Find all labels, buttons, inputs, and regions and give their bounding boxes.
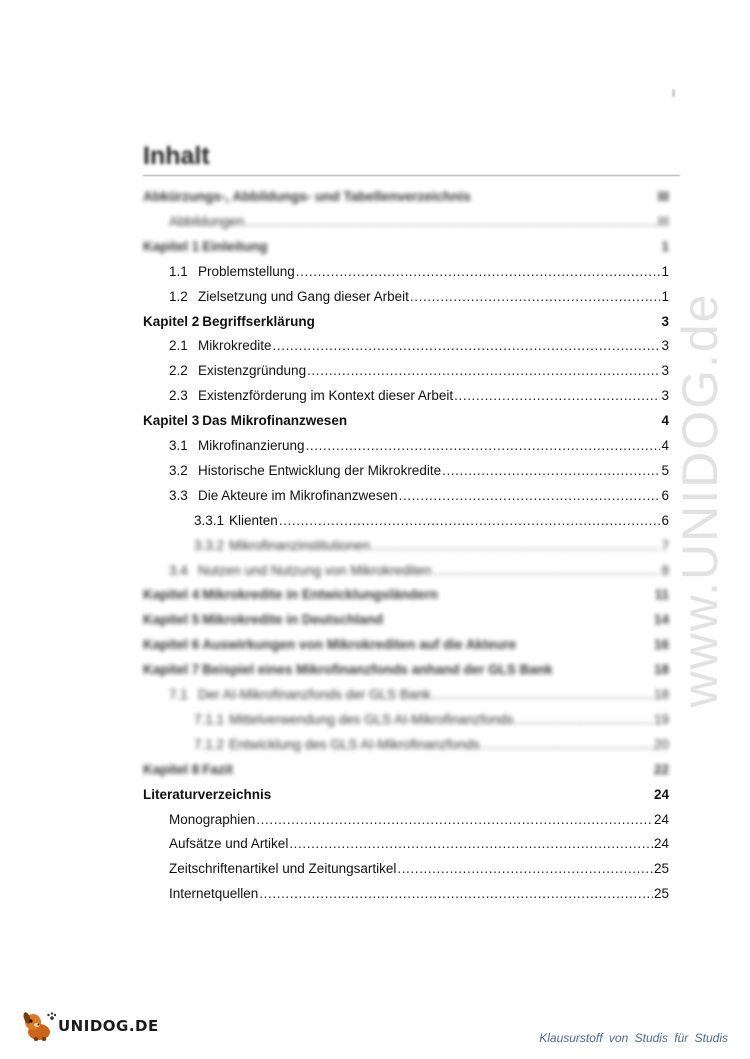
toc-entry-label: Einleitung <box>202 238 268 254</box>
toc-entry <box>194 711 669 729</box>
toc-entry-number: 2.3 <box>169 388 188 404</box>
toc-entry <box>169 686 669 704</box>
toc-leader-dots <box>256 811 653 829</box>
toc-entry-label: Begriffserklärung <box>202 313 315 329</box>
toc-entry-label: Problemstellung <box>198 263 295 279</box>
toc-entry-label: Abkürzungs-, Abbildungs- und Tabellenverzeichnis <box>143 189 471 204</box>
toc-entry-page: 3 <box>661 388 669 404</box>
toc-entry <box>169 263 669 281</box>
toc-entry-number: 1.1 <box>169 263 188 279</box>
toc-entry-label: Internetquellen <box>169 886 259 902</box>
toc-leader-dots <box>296 263 661 281</box>
toc-entry <box>169 885 669 903</box>
toc-entry-page: 24 <box>653 786 669 802</box>
toc-entry-page: 14 <box>653 612 669 628</box>
page-number: I <box>672 88 676 100</box>
toc-entry <box>169 835 669 853</box>
toc-entry-page: 6 <box>661 487 669 503</box>
toc-entry-page: III <box>657 213 669 229</box>
toc-entry <box>143 188 669 206</box>
toc-entry-label: Entwicklung des GLS AI-Mikrofinanzfonds <box>229 736 480 752</box>
toc-entry <box>143 661 669 679</box>
toc-entry-number: Kapitel 5 <box>143 612 200 628</box>
logo-text: UNIDOG.DE <box>58 1017 159 1035</box>
toc-entry-page: 16 <box>653 637 669 653</box>
dog-mascot-icon <box>22 1010 56 1042</box>
toc-entry-page: 4 <box>661 413 669 429</box>
toc-entry-number: Kapitel 6 <box>143 637 200 653</box>
toc-leader-dots <box>306 437 661 455</box>
toc-entry-label: Existenzförderung im Kontext dieser Arbeit <box>198 388 454 404</box>
toc-entry-label: Abbildungen <box>169 213 245 229</box>
toc-entry-number: 7.1 <box>169 687 188 702</box>
toc-entry-label: Beispiel eines Mikrofinanzfonds anhand der GLS Bank <box>202 662 553 678</box>
toc-entry-number: 2.1 <box>169 338 188 354</box>
toc-entry-label: Aufsätze und Artikel <box>169 836 289 852</box>
toc-entry-label: Mikrofinanzierung <box>198 438 305 453</box>
toc-entry-page: 5 <box>661 462 669 478</box>
toc-entry-number: 7.1.1 <box>194 711 225 727</box>
toc-entry-number: Kapitel 3 <box>143 413 200 429</box>
toc-entry-page: 24 <box>653 811 669 827</box>
toc-entry <box>143 586 669 604</box>
toc-entry-label: Nutzen und Nutzung von Mikrokrediten <box>198 562 432 578</box>
toc-entry-number: 3.3.1 <box>194 512 225 528</box>
toc-entry-number: 3.3.2 <box>194 537 225 553</box>
toc-entry-number: 2.2 <box>169 363 188 379</box>
toc-entry <box>169 811 669 829</box>
toc-entry-label: Der AI-Mikrofinanzfonds der GLS Bank <box>198 687 431 702</box>
toc-entry-number: Kapitel 4 <box>143 587 200 603</box>
toc-entry <box>143 412 669 430</box>
toc-leader-dots <box>245 213 657 231</box>
toc-entry-page: 3 <box>661 338 669 354</box>
toc-entry-page: 25 <box>653 886 669 902</box>
toc-entry <box>194 736 669 754</box>
toc-entry-label: Fazit <box>202 761 234 777</box>
toc-entry-label: Die Akteure im Mikrofinanzwesen <box>198 487 398 503</box>
toc-entry-page: 1 <box>661 238 669 254</box>
toc-leader-dots <box>454 387 660 405</box>
toc-entry-label: Monographien <box>169 811 256 827</box>
toc-entry-label: Mikrokredite <box>198 338 272 354</box>
toc-entry-label: Das Mikrofinanzwesen <box>202 413 348 429</box>
toc-entry-page: 6 <box>661 512 669 528</box>
toc-leader-dots <box>481 736 653 754</box>
toc-leader-dots <box>432 686 653 704</box>
toc-entry-page: 25 <box>653 861 669 877</box>
toc-entry-label: Zeitschriftenartikel und Zeitungsartikel <box>169 861 397 877</box>
toc-entry-page: 22 <box>653 761 669 777</box>
toc-entry-label: Mikrofinanzinstitutionen <box>229 537 371 553</box>
footer-tagline: Klausurstoff von Studis für Studis <box>539 1031 728 1045</box>
toc-entry <box>169 487 669 505</box>
toc-entry-number: Kapitel 7 <box>143 662 200 678</box>
toc-entry-page: 11 <box>654 587 669 603</box>
toc-entry-label: Mikrokredite in Deutschland <box>202 612 384 628</box>
toc-entry <box>169 362 669 380</box>
toc-entry <box>194 537 669 555</box>
toc-leader-dots <box>259 885 653 903</box>
toc-leader-dots <box>399 487 661 505</box>
toc-leader-dots <box>273 337 661 355</box>
toc-leader-dots <box>307 362 660 380</box>
toc-entry <box>143 636 669 654</box>
toc-leader-dots <box>514 711 653 729</box>
toc-entry-label: Mittelverwendung des GLS AI-Mikrofinanzfonds <box>229 711 514 727</box>
toc-entry-page: III <box>657 189 669 204</box>
toc-entry-page: 18 <box>653 662 669 678</box>
toc-entry-page: 24 <box>653 836 669 852</box>
toc-entry-number: 1.2 <box>169 288 188 304</box>
toc-entry <box>169 288 669 306</box>
toc-entry-page: 3 <box>661 363 669 379</box>
toc-entry <box>169 562 669 580</box>
toc-leader-dots <box>279 512 661 530</box>
toc-entry <box>143 238 669 256</box>
toc-entry-label: Mikrokredite in Entwicklungsländern <box>202 587 438 603</box>
toc-entry-page: 19 <box>653 711 669 727</box>
toc-entry <box>169 213 669 231</box>
toc-leader-dots <box>397 860 653 878</box>
toc-entry <box>169 462 669 480</box>
toc-entry <box>194 512 669 530</box>
unidog-logo <box>22 1010 159 1042</box>
toc-entry <box>143 761 669 779</box>
toc-entry <box>169 387 669 405</box>
toc-entry-page: 3 <box>661 313 669 329</box>
page-title: Inhalt <box>143 142 210 170</box>
toc-leader-dots <box>432 562 660 580</box>
toc-entry-page: 1 <box>661 288 669 304</box>
toc-entry-number: 3.2 <box>169 462 188 478</box>
toc-entry <box>169 337 669 355</box>
toc-entry-number: Kapitel 1 <box>143 238 200 254</box>
watermark: www.UNIDOG.de <box>672 292 728 708</box>
toc-entry <box>169 860 669 878</box>
toc-leader-dots <box>371 537 660 555</box>
toc-leader-dots <box>289 835 653 853</box>
toc-entry-number: Kapitel 8 <box>143 761 200 777</box>
toc-entry-number: Kapitel 2 <box>143 313 200 329</box>
toc-entry-label: Klienten <box>229 512 278 528</box>
toc-entry-page: 18 <box>653 687 669 702</box>
toc-entry-label: Historische Entwicklung der Mikrokredite <box>198 462 442 478</box>
toc-entry-label: Literaturverzeichnis <box>143 786 272 802</box>
toc-entry-label: Auswirkungen von Mikrokrediten auf die Akteure <box>202 637 517 653</box>
toc-entry-number: 3.1 <box>169 438 188 453</box>
toc-entry-number: 3.3 <box>169 487 188 503</box>
toc-leader-dots <box>442 462 660 480</box>
toc-entry <box>143 313 669 331</box>
toc-entry-page: 8 <box>661 562 669 578</box>
toc-entry-number: 7.1.2 <box>194 736 225 752</box>
toc-entry-page: 4 <box>661 438 669 453</box>
toc-entry <box>143 786 669 804</box>
toc-entry <box>169 437 669 455</box>
toc-entry-page: 1 <box>661 263 669 279</box>
toc-entry-number: 3.4 <box>169 562 188 578</box>
toc-leader-dots <box>410 288 661 306</box>
toc-entry <box>143 611 669 629</box>
toc-entry-label: Existenzgründung <box>198 363 307 379</box>
toc-entry-label: Zielsetzung und Gang dieser Arbeit <box>198 288 409 304</box>
toc-entry-page: 20 <box>653 736 669 752</box>
toc-entry-page: 7 <box>661 537 669 553</box>
